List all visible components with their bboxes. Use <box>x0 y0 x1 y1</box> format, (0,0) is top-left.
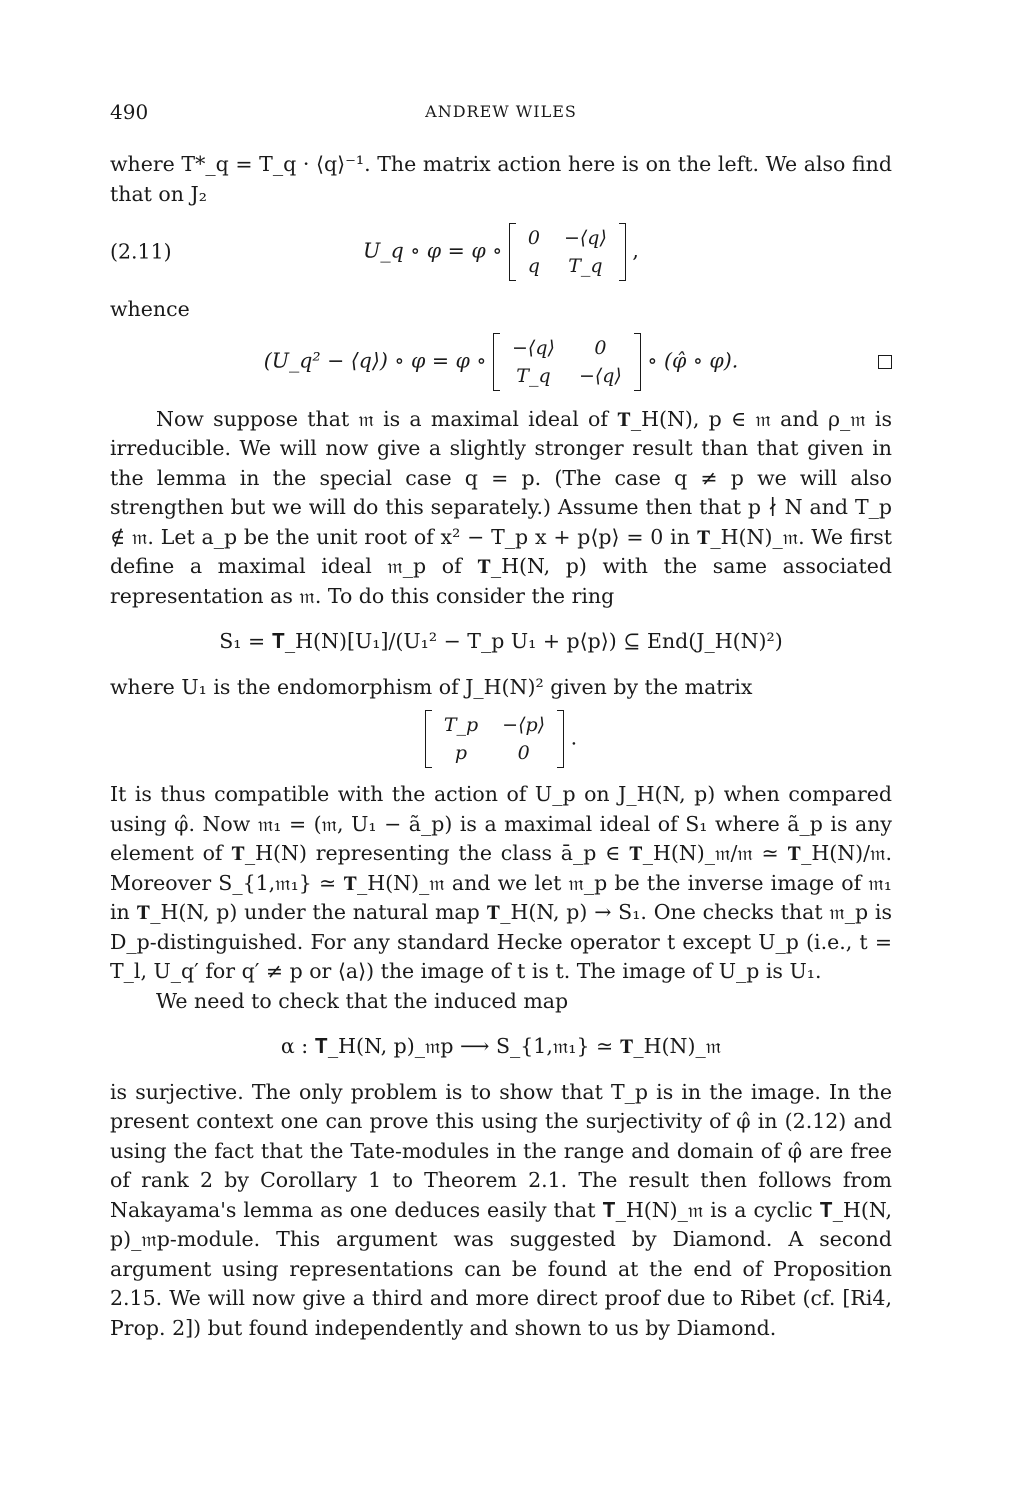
matrix-2x2: −⟨q⟩ 0 T_q −⟨q⟩ <box>493 333 641 391</box>
paragraph-3: where U₁ is the endomorphism of J_H(N)² given by the matrix <box>110 674 753 699</box>
equation-2-11 <box>110 223 892 281</box>
running-head: ANDREW WILES <box>425 102 577 121</box>
matrix-2x2: T_p −⟨p⟩ p 0 <box>425 710 564 768</box>
equation-lhs: (U_q² − ⟨q⟩) ∘ φ = φ ∘ <box>263 348 487 372</box>
equation-alpha: α : 𝐓_H(N, p)_𝔪p ⟶ S_{1,𝔪₁} ≃ 𝐓_H(N)_𝔪 <box>280 1034 722 1058</box>
page-number: 490 <box>110 100 149 124</box>
equation-tail: ∘ (φ̂ ∘ φ). <box>647 348 739 372</box>
equation-whence <box>110 333 892 391</box>
equation-tail: . <box>570 725 578 750</box>
whence-label: whence <box>110 297 190 321</box>
equation-label: (2.11) <box>110 239 172 264</box>
matrix-2x2: 0 −⟨q⟩ q T_q <box>509 223 626 281</box>
equation-u1-matrix <box>110 710 892 768</box>
equation-s1: S₁ = 𝐓_H(N)[U₁]/(U₁² − T_p U₁ + p⟨p⟩) ⊆ End(J_H(N)²) <box>219 629 783 653</box>
paragraph-1: where T*_q = T_q · ⟨q⟩⁻¹. The matrix action here is on the left. We also find that on J₂ <box>110 152 892 206</box>
equation-tail: , <box>632 238 639 263</box>
page-header <box>110 100 892 130</box>
paragraph-2: Now suppose that 𝔪 is a maximal ideal of 𝐓_H(N), p ∈ 𝔪 and ρ_𝔪 is irreducible. We will now give a slightly stronger result than that given in the lemma in the special case q = p. (The case q ≠ p we will also strengthen but we will do this separately.) Assume then that p ∤ N and T_p ∉ 𝔪. Let a_p be the unit root of x² − T_p x + p⟨p⟩ = 0 in 𝐓_H(N)_𝔪. We first define a maximal ideal 𝔪_p of 𝐓_H(N, p) with the same associated representation as 𝔪. To do this consider the ring <box>110 406 892 608</box>
equation-lhs: U_q ∘ φ = φ ∘ <box>363 238 503 263</box>
body-text <box>110 150 892 1343</box>
paragraph-6: is surjective. The only problem is to show that T_p is in the image. In the present context one can prove this using the surjectivity of φ̂ in (2.12) and using the fact that the Tate-modules in the range and domain of φ̂ are free of rank 2 by Corollary 1 to Theorem 2.1. The result then follows from Nakayama's lemma as one deduces easily that 𝐓_H(N)_𝔪 is a cyclic 𝐓_H(N, p)_𝔪p-module. This argument was suggested by Diamond. A second argument using representations can be found at the end of Proposition 2.15. We will now give a third and more direct proof due to Ribet (cf. [Ri4, Prop. 2]) but found independently and shown to us by Diamond. <box>110 1079 892 1340</box>
qed-square-icon <box>878 355 892 369</box>
paragraph-4: It is thus compatible with the action of U_p on J_H(N, p) when compared using φ̂. Now 𝔪₁ = (𝔪, U₁ − ã_p) is a maximal ideal of S₁ where ã_p is any element of 𝐓_H(N) representing the class ā_p ∈ 𝐓_H(N)_𝔪/𝔪 ≃ 𝐓_H(N)/𝔪. Moreover S_{1,𝔪₁} ≃ 𝐓_H(N)_𝔪 and we let 𝔪_p be the inverse image of 𝔪₁ in 𝐓_H(N, p) under the natural map 𝐓_H(N, p) → S₁. One checks that 𝔪_p is D_p-distinguished. For any standard Hecke operator t except U_p (i.e., t = T_l, U_q′ for q′ ≠ p or ⟨a⟩) the image of t is t. The image of U_p is U₁. <box>110 782 892 983</box>
paragraph-5: We need to check that the induced map <box>156 988 569 1013</box>
